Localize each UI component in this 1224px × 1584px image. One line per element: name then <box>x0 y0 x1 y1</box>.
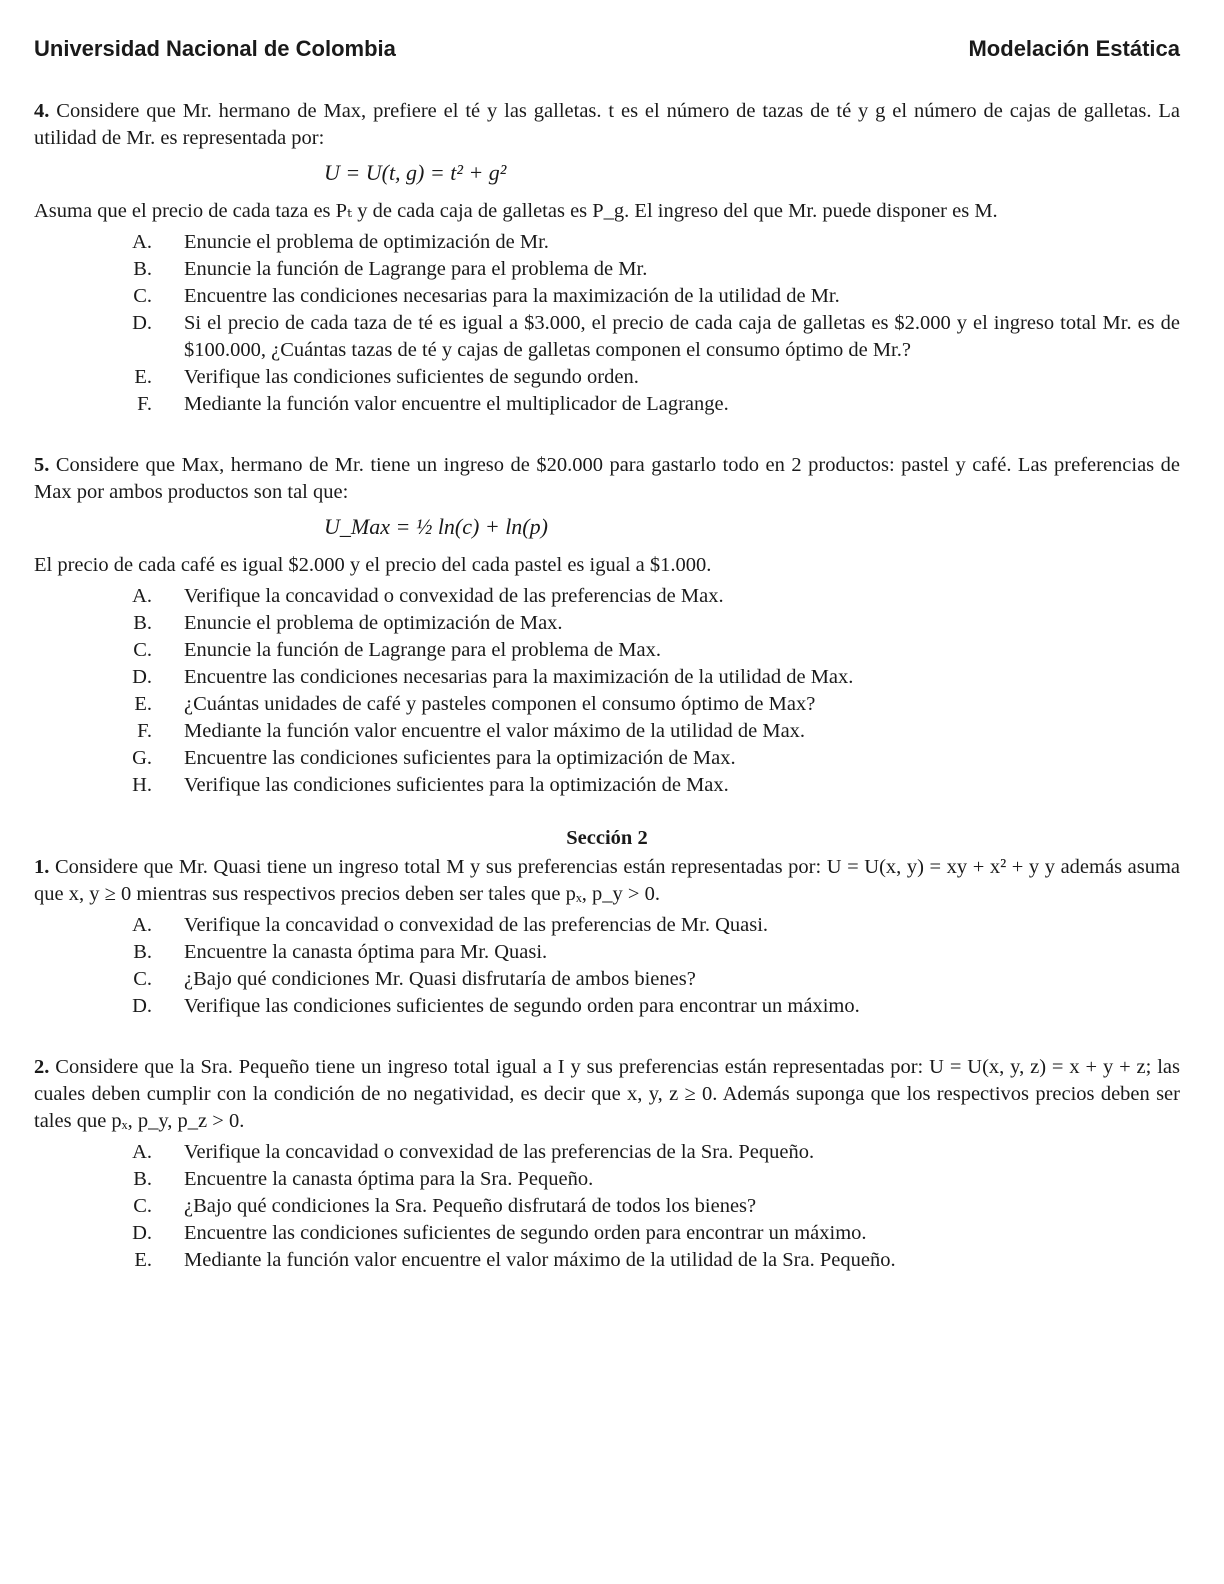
list-item: B. Enuncie el problema de optimización de Max. <box>133 612 563 634</box>
list-item: B. Encuentre la canasta óptima para la Sra. Pequeño. <box>133 1168 594 1190</box>
problem-5-intro <box>34 452 1180 506</box>
list-item: B. Encuentre la canasta óptima para Mr. Quasi. <box>133 941 548 963</box>
list-item: E. Mediante la función valor encuentre el valor máximo de la utilidad de la Sra. Pequeño. <box>134 1249 896 1271</box>
problem-4-assumption: Asuma que el precio de cada taza es Pₜ y de cada caja de galletas es P_g. El ingreso del que Mr. puede disponer es M. <box>34 200 998 222</box>
problem-text: Considere que Max, hermano de Mr. tiene un ingreso de $20.000 para gastarlo todo en 2 productos: pastel y café. Las preferencias de Max por ambos productos son tal que: <box>34 454 1181 503</box>
list-item: D. Encuentre las condiciones necesarias para la maximización de la utilidad de Max. <box>132 666 854 688</box>
section2-problem-1 <box>34 854 1180 1020</box>
list-item: D. Encuentre las condiciones suficientes de segundo orden para encontrar un máximo. <box>132 1222 867 1244</box>
problem-5-items <box>34 583 1180 799</box>
problem-number: 1. <box>34 856 50 878</box>
problem-number: 4. <box>34 100 50 122</box>
list-item: E. Verifique las condiciones suficientes de segundo orden. <box>134 366 639 388</box>
section2-problem-1-intro <box>34 854 1180 908</box>
list-item: A. Verifique la concavidad o convexidad de las preferencias de Mr. Quasi. <box>132 914 769 936</box>
problem-number: 5. <box>34 454 50 476</box>
list-item: C. Encuentre las condiciones necesarias para la maximización de la utilidad de Mr. <box>133 285 840 307</box>
page-header <box>34 36 1180 62</box>
list-item: D. Si el precio de cada taza de té es igual a $3.000, el precio de cada caja de galletas es $2.000 y el ingreso total Mr. es de $100.000, ¿Cuántas tazas de té y cajas de galletas componen el consumo óptimo de Mr.? <box>132 312 1180 361</box>
list-item: D. Verifique las condiciones suficientes de segundo orden para encontrar un máximo. <box>132 995 860 1017</box>
list-item: C. Enuncie la función de Lagrange para el problema de Max. <box>133 639 661 661</box>
section2-problem-2 <box>34 1054 1180 1274</box>
section2-problem-1-items <box>34 912 1180 1020</box>
section-title: Sección 2 <box>566 827 648 849</box>
utility-formula: U_Max = ½ ln(c) + ln(p) <box>324 514 548 539</box>
problem-5 <box>34 452 1180 799</box>
header-course: Modelación Estática <box>968 36 1180 61</box>
list-item: C. ¿Bajo qué condiciones la Sra. Pequeño disfrutará de todos los bienes? <box>133 1195 757 1217</box>
list-item: A. Verifique la concavidad o convexidad de las preferencias de Max. <box>132 585 724 607</box>
list-item: G. Encuentre las condiciones suficientes para la optimización de Max. <box>132 747 736 769</box>
problem-4-intro <box>34 98 1180 152</box>
list-item: E. ¿Cuántas unidades de café y pasteles componen el consumo óptimo de Max? <box>134 693 816 715</box>
problem-4-items <box>34 229 1180 418</box>
section2-problem-2-items <box>34 1139 1180 1274</box>
problem-text: Considere que Mr. hermano de Max, prefiere el té y las galletas. t es el número de tazas de té y g el número de cajas de galletas. La utilidad de Mr. es representada por: <box>34 100 1181 149</box>
problem-5-prices: El precio de cada café es igual $2.000 y el precio del cada pastel es igual a $1.000. <box>34 554 712 576</box>
list-item: A. Enuncie el problema de optimización de Mr. <box>132 231 549 253</box>
list-item: F. Mediante la función valor encuentre el valor máximo de la utilidad de Max. <box>137 720 806 742</box>
document-page <box>34 36 1180 1308</box>
section2-problem-2-intro <box>34 1054 1180 1135</box>
header-university: Universidad Nacional de Colombia <box>34 36 396 61</box>
utility-formula: U = U(t, g) = t² + g² <box>324 160 507 185</box>
list-item: H. Verifique las condiciones suficientes para la optimización de Max. <box>132 774 729 796</box>
problem-text: Considere que Mr. Quasi tiene un ingreso total M y sus preferencias están representadas por: U = U(x, y) = xy + x² + y y además asuma que x, y ≥ 0 mientras sus respectivos precios deben ser tales que pₓ, p_y > 0. <box>34 856 1180 905</box>
list-item: C. ¿Bajo qué condiciones Mr. Quasi disfrutaría de ambos bienes? <box>133 968 696 990</box>
problem-number: 2. <box>34 1056 50 1078</box>
problem-4 <box>34 98 1180 418</box>
list-item: A. Verifique la concavidad o convexidad de las preferencias de la Sra. Pequeño. <box>132 1141 815 1163</box>
list-item: F. Mediante la función valor encuentre el multiplicador de Lagrange. <box>137 393 729 415</box>
problem-text: Considere que la Sra. Pequeño tiene un ingreso total igual a I y sus preferencias están representadas por: U = U(x, y, z) = x + y + z; las cuales deben cumplir con la condición de no negatividad, es decir que x, y, z ≥ 0. Además suponga que los respectivos precios deben ser tales que pₓ, p_y, p_z > 0. <box>34 1056 1180 1132</box>
list-item: B. Enuncie la función de Lagrange para el problema de Mr. <box>133 258 648 280</box>
